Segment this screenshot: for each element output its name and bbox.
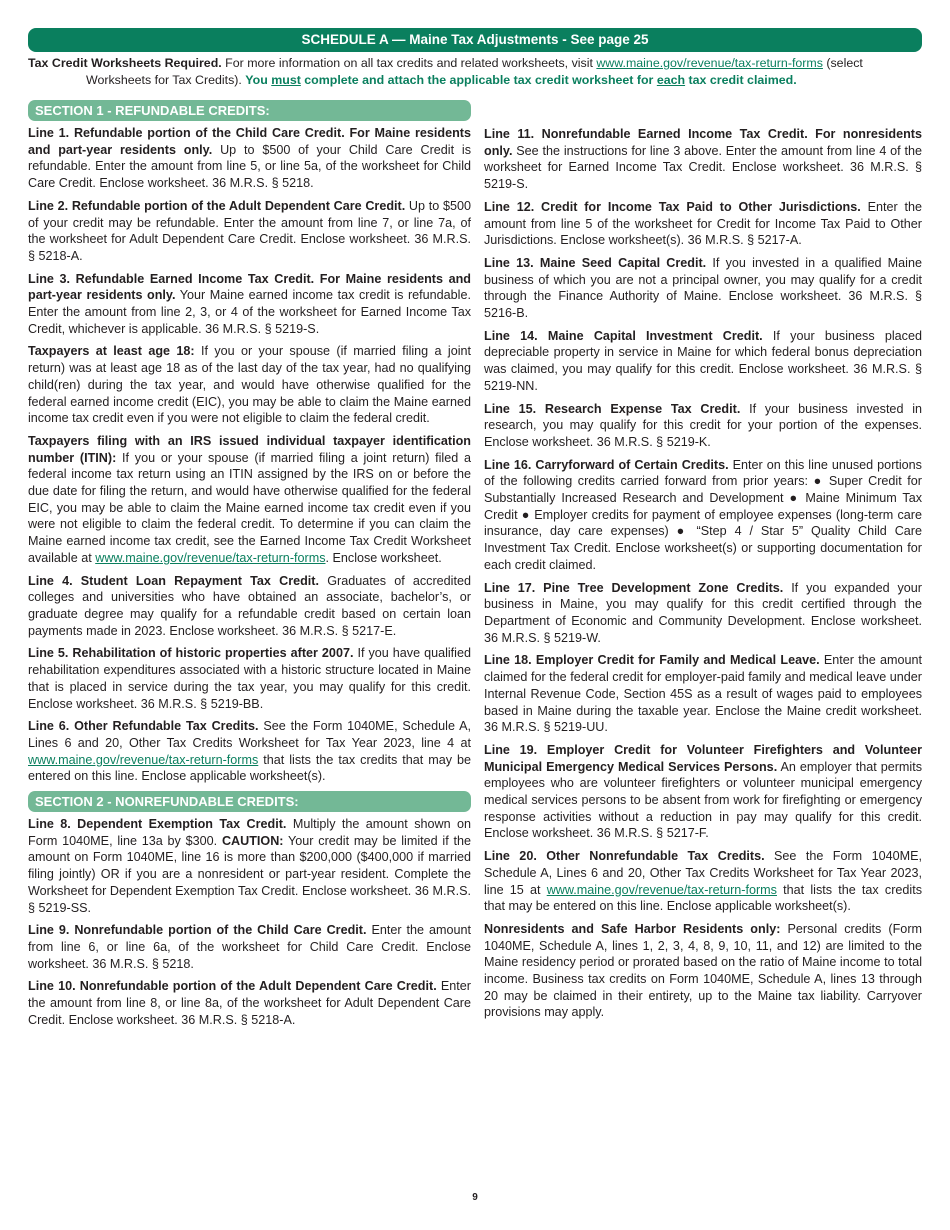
intro-text: Worksheets for Tax Credits). (86, 72, 246, 87)
line-18-paragraph: Line 18. Employer Credit for Family and Medical Leave. Enter the amount claimed for the federal credit for employer-paid family and medical leave under Internal Revenue Code, Section 45S as a result of wages paid to employees based in Maine during the taxable year. Enclose the Maine credit worksheet. 36 M.R.S. § 5219-UU. (484, 653, 922, 735)
line-20-forms-link[interactable]: www.maine.gov/revenue/tax-return-forms (546, 882, 777, 897)
line-8-paragraph: Line 8. Dependent Exemption Tax Credit. Multiply the amount shown on Form 1040ME, line 13a by $300. CAUTION: Your credit may be limited if the amount on Form 1040ME, line 16 is more than $200,000 ($400,000 if married filing jointly) OR if you are a nonresident or part-year resident. Complete the Worksheet for Dependent Exemption Tax Credit. Enclose worksheet. 36 M.R.S. § 5219-SS. (28, 817, 471, 915)
line-10-paragraph: Line 10. Nonrefundable portion of the Adult Dependent Care Credit. Enter the amount from line 8, or line 8a, of the worksheet for Adult Dependent Care Credit. Enclose worksheet. 36 M.R.S. § 5218-A. (28, 979, 471, 1027)
line-4-paragraph: Line 4. Student Loan Repayment Tax Credit. Graduates of accredited colleges and universities who have obtained an associate, bachelor’s, or graduate degree may qualify for a refundable credit based on certain loan payments made in 2023. Enclose worksheet. 36 M.R.S. § 5217-E. (28, 573, 471, 638)
line-6-paragraph: Line 6. Other Refundable Tax Credits. See the Form 1040ME, Schedule A, Lines 6 and 20, Other Tax Credits Worksheet for Tax Year 2023, line 4 at www.maine.gov/revenue/tax-return-forms that lists the tax credits that may be entered on this line. Enclose applicable worksheet(s). (28, 719, 471, 784)
schedule-a-banner: SCHEDULE A — Maine Tax Adjustments - See page 25 (28, 28, 922, 52)
line-14-paragraph: Line 14. Maine Capital Investment Credit. If your business placed depreciable property in service in Maine for which federal bonus depreciation was claimed, you may qualify for this credit. Enclose worksheet. 36 M.R.S. § 5219-NN. (484, 328, 922, 393)
intro-bold: Tax Credit Worksheets Required. (28, 56, 222, 70)
line-11-paragraph: Line 11. Nonrefundable Earned Income Tax Credit. For nonresidents only. See the instructions for line 3 above. Enter the amount from line 4 of the worksheet for Earned Income Tax Credit. Enclose worksheet. 36 M.R.S. § 5219-S. (484, 127, 922, 192)
age-18-paragraph: Taxpayers at least age 18: If you or your spouse (if married filing a joint return) was at least age 18 as of the last day of the tax year, had no qualifying child(ren) during the tax year, and would have otherwise qualified for the federal earned income credit (EIC), you may be able to claim the Maine earned income tax credit even if you were not eligible to claim the federal credit. (28, 344, 471, 426)
itin-paragraph: Taxpayers filing with an IRS issued individual taxpayer identification number (ITIN): If you or your spouse (if married filing a joint return) filed a federal income tax return using an ITIN assigned by the IRS on or before the due date for filing the return, and would have otherwise qualified for the federal EIC, you may be able to claim the Maine earned income tax credit even if you were not eligible to claim the federal credit. To determine if you can claim the Maine earned income tax credit, see the Earned Income Tax Credit Worksheet available at www.maine.gov/revenue/tax-return-forms. Enclose worksheet. (28, 433, 471, 565)
tax-forms-link[interactable]: www.maine.gov/revenue/tax-return-forms (596, 56, 823, 70)
intro-paragraph (28, 55, 922, 88)
nonresidents-paragraph: Nonresidents and Safe Harbor Residents only: Personal credits (Form 1040ME, Schedule A, lines 1, 2, 3, 4, 8, 9, 10, 11, and 12) are limited to the Maine residency period or prorated based on the ratio of Maine income to total income. Business tax credits on Form 1040ME, Schedule A, lines 13 through 20 may be claimed in their entirety, up to the Maine tax liability. Carryover provisions may apply. (484, 921, 922, 1020)
line-9-paragraph: Line 9. Nonrefundable portion of the Child Care Credit. Enter the amount from line 6, or line 6a, of the worksheet for Child Care Credit. Enclose worksheet. 36 M.R.S. § 5218. (28, 923, 471, 971)
intro-text: (select (822, 56, 863, 70)
left-column (28, 100, 471, 1034)
section-2-heading: SECTION 2 - NONREFUNDABLE CREDITS: (28, 791, 471, 812)
line-5-paragraph: Line 5. Rehabilitation of historic properties after 2007. If you have qualified rehabilitation expenditures associated with a historic structure located in Maine that is placed in service during the tax year, you may qualify for this credit. Enclose worksheet. 36 M.R.S. § 5219-BB. (28, 646, 471, 711)
section-1-heading: SECTION 1 - REFUNDABLE CREDITS: (28, 100, 471, 121)
line-2-paragraph: Line 2. Refundable portion of the Adult Dependent Care Credit. Up to $500 of your credit may be refundable. Enter the amount from line 7, or line 7a, of the worksheet for Adult Dependent Care Credit. Enclose worksheet. 36 M.R.S. § 5218-A. (28, 198, 471, 263)
line-1-paragraph: Line 1. Refundable portion of the Child Care Credit. For Maine residents and part-year residents only. Up to $500 of your Child Care Credit is refundable. Enter the amount from line 5, or line 5a, of the worksheet for Child Care Credit. Enclose worksheet. 36 M.R.S. § 5218. (28, 126, 472, 191)
right-column (484, 126, 922, 1027)
line-17-paragraph: Line 17. Pine Tree Development Zone Credits. If you expanded your business in Maine, you may qualify for this credit certified through the Department of Economic and Community Development. Enclose worksheet. 36 M.R.S. § 5219-W. (484, 580, 922, 645)
line-12-paragraph: Line 12. Credit for Income Tax Paid to Other Jurisdictions. Enter the amount from line 5 of the worksheet for Credit for Income Tax Paid to Other Jurisdictions. Enclose worksheet(s). 36 M.R.S. § 5217-A. (484, 199, 922, 248)
line-13-paragraph: Line 13. Maine Seed Capital Credit. If you invested in a qualified Maine business of which you are not a principal owner, you may qualify for a credit through the Finance Authority of Maine. Enclose worksheet. 36 M.R.S. § 5216-B. (484, 255, 922, 321)
line-16-paragraph: Line 16. Carryforward of Certain Credits. Enter on this line unused portions of the following credits carried forward from prior years: ● Super Credit for Substantially Increased Research and Development ● Maine Minimum Tax Credit ● Employer credits for payment of employee expenses (long-term care insurance, day care expenses) ● “Step 4 / Star 5” Quality Child Care Investment Tax Credit. Enclose worksheet(s) or supporting documentation for each credit claimed. (484, 457, 922, 572)
intro-emphasis: You must complete and attach the applicable tax credit worksheet for each tax credit claimed. (245, 72, 797, 87)
intro-text: For more information on all tax credits and related worksheets, visit (221, 56, 597, 70)
page-number: 9 (472, 1192, 478, 1203)
line-19-paragraph: Line 19. Employer Credit for Volunteer Firefighters and Volunteer Municipal Emergency Medical Services Persons. An employer that permits employees who are volunteer firefighters or volunteer municipal emergency medical services persons to be absent from work for firefighting or emergency response activities without a reduction in pay may qualify for this credit. Enclose worksheet. 36 M.R.S. § 5217-F. (484, 742, 923, 841)
line-6-forms-link[interactable]: www.maine.gov/revenue/tax-return-forms (28, 752, 259, 767)
line-20-paragraph: Line 20. Other Nonrefundable Tax Credits. See the Form 1040ME, Schedule A, Lines 6 and 20, Other Tax Credits Worksheet for Tax Year 2023, line 15 at www.maine.gov/revenue/tax-return-forms that lists the tax credits that may be entered on this line. Enclose applicable worksheet(s). (484, 849, 922, 914)
line-3-paragraph: Line 3. Refundable Earned Income Tax Credit. For Maine residents and part-year residents only. Your Maine earned income tax credit is refundable. Enter the amount from line 2, 3, or 4 of the worksheet for Earned Income Tax Credit, whichever is applicable. 36 M.R.S. § 5219-S. (28, 271, 471, 336)
line-15-paragraph: Line 15. Research Expense Tax Credit. If your business invested in research, you may qualify for this credit for your portion of the expenses. Enclose worksheet. 36 M.R.S. § 5219-K. (484, 401, 922, 449)
itin-forms-link[interactable]: www.maine.gov/revenue/tax-return-forms (95, 550, 326, 565)
